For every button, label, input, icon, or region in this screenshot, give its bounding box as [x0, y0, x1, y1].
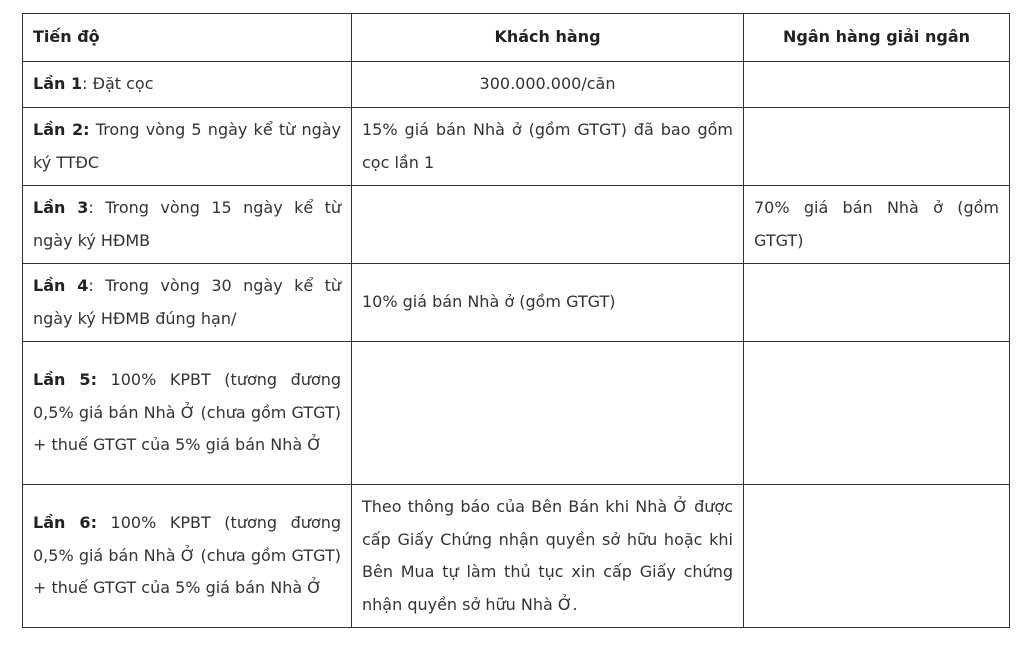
- bank-cell: [744, 108, 1010, 186]
- table-row: [23, 62, 1010, 108]
- progress-cell: [23, 264, 352, 342]
- customer-cell: [352, 186, 744, 264]
- bank-cell: 70% giá bán Nhà ở (gồm GTGT): [744, 186, 1010, 264]
- payment-schedule-table: [22, 13, 1010, 628]
- customer-cell: 15% giá bán Nhà ở (gồm GTGT) đã bao gồm cọc lần 1: [352, 108, 744, 186]
- stage-label: Lần 6:: [33, 513, 97, 533]
- customer-cell: [352, 342, 744, 485]
- stage-description: Trong vòng 5 ngày kể từ ngày ký TTĐC: [33, 120, 342, 172]
- table-row: [23, 186, 1010, 264]
- customer-cell: Theo thông báo của Bên Bán khi Nhà Ở được cấp Giấy Chứng nhận quyền sở hữu hoặc khi Bên Mua tự làm thủ tục xin cấp Giấy chứng nhận quyền sở hữu Nhà Ở.: [352, 485, 744, 628]
- table-row: [23, 342, 1010, 485]
- table-row: [23, 108, 1010, 186]
- header-bank: Ngân hàng giải ngân: [744, 14, 1010, 62]
- header-row: [23, 14, 1010, 62]
- customer-cell: 300.000.000/căn: [352, 62, 744, 108]
- header-customer: Khách hàng: [352, 14, 744, 62]
- progress-cell: [23, 186, 352, 264]
- stage-description: : Đặt cọc: [82, 74, 154, 94]
- progress-cell: [23, 342, 352, 485]
- progress-cell: [23, 62, 352, 108]
- bank-cell: [744, 264, 1010, 342]
- bank-cell: [744, 342, 1010, 485]
- stage-description: : Trong vòng 15 ngày kể từ ngày ký HĐMB: [33, 198, 341, 250]
- progress-cell: [23, 485, 352, 628]
- stage-label: Lần 1: [33, 74, 83, 94]
- bank-cell: [744, 485, 1010, 628]
- stage-label: Lần 5:: [33, 370, 97, 390]
- header-progress: Tiến độ: [23, 14, 352, 62]
- stage-label: Lần 4: [33, 276, 89, 295]
- bank-cell: [744, 62, 1010, 108]
- table-row: [23, 485, 1010, 628]
- stage-label: Lần 2:: [33, 120, 90, 139]
- stage-description: 100% KPBT (tương đương 0,5% giá bán Nhà Ở (chưa gồm GTGT) + thuế GTGT của 5% giá bán Nhà Ở: [33, 370, 341, 455]
- stage-description: 100% KPBT (tương đương 0,5% giá bán Nhà Ở (chưa gồm GTGT) + thuế GTGT của 5% giá bán Nhà Ở: [33, 513, 341, 598]
- table-row: [23, 264, 1010, 342]
- progress-cell: [23, 108, 352, 186]
- stage-description: : Trong vòng 30 ngày kể từ ngày ký HĐMB đúng hạn/: [33, 276, 341, 328]
- payment-schedule-container: [22, 13, 1010, 628]
- stage-label: Lần 3: [33, 198, 89, 217]
- customer-cell: 10% giá bán Nhà ở (gồm GTGT): [352, 264, 744, 342]
